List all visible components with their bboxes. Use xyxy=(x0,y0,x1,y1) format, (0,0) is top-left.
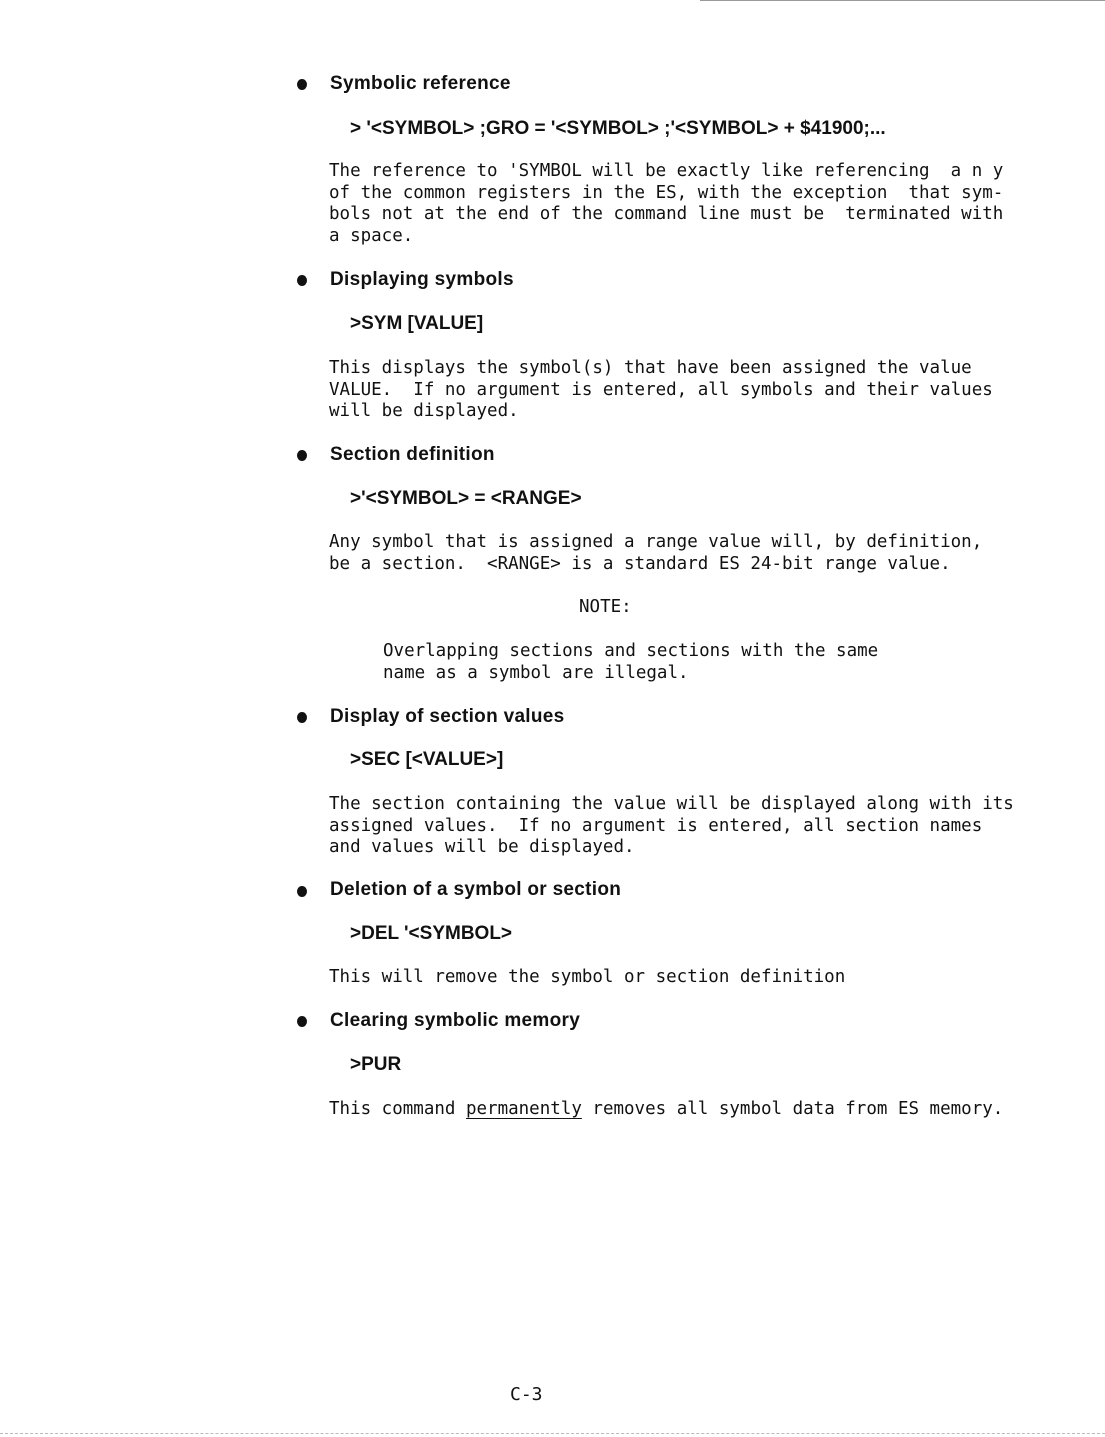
command-syntax: >SEC [<VALUE>] xyxy=(350,749,504,770)
top-rule xyxy=(700,0,1105,1)
section-body xyxy=(329,532,982,575)
note-line: Overlapping sections and sections with the same xyxy=(383,641,879,661)
command-syntax: >'<SYMBOL> = <RANGE> xyxy=(350,488,582,509)
body-text-suffix: removes all symbol data from ES memory. xyxy=(581,1099,1004,1119)
body-line: a space. xyxy=(329,225,414,246)
body-line: will be displayed. xyxy=(329,401,519,422)
body-line: VALUE. If no argument is entered, all symbols and their values xyxy=(329,379,993,400)
body-line: This will remove the symbol or section definition xyxy=(329,967,846,987)
bullet-icon xyxy=(297,712,307,723)
body-line: bols not at the end of the command line must be terminated with xyxy=(329,204,1004,225)
body-line: be a section. <RANGE> is a standard ES 24-bit range value. xyxy=(329,553,951,574)
section-body xyxy=(329,161,1003,247)
section-body xyxy=(329,358,993,423)
bullet-icon xyxy=(297,450,307,461)
body-line: assigned values. If no argument is entered, all section names xyxy=(329,815,983,836)
command-syntax: >DEL '<SYMBOL> xyxy=(350,923,513,944)
section-heading: Deletion of a symbol or section xyxy=(330,879,622,900)
body-line: Any symbol that is assigned a range value will, by definition, xyxy=(329,532,983,552)
body-line: This displays the symbol(s) that have been assigned the value xyxy=(329,358,972,378)
page-number: C-3 xyxy=(510,1384,543,1405)
section-heading: Section definition xyxy=(330,444,495,465)
emphasis-underlined: permanently xyxy=(465,1099,582,1119)
section-body xyxy=(329,967,845,989)
command-syntax: >SYM [VALUE] xyxy=(350,313,484,334)
body-line: The reference to 'SYMBOL will be exactly like referencing a n y xyxy=(329,161,1004,181)
body-line: The section containing the value will be displayed along with its xyxy=(329,794,1014,814)
bullet-icon xyxy=(297,79,307,90)
body-line: of the common registers in the ES, with the exception that sym- xyxy=(329,182,1004,203)
note-line: name as a symbol are illegal. xyxy=(383,662,689,683)
bullet-icon xyxy=(297,275,307,286)
bullet-icon xyxy=(297,886,307,897)
bullet-icon xyxy=(297,1016,307,1027)
command-syntax: > '<SYMBOL> ;GRO = '<SYMBOL> ;'<SYMBOL> + $41900;... xyxy=(350,118,886,139)
note-body xyxy=(383,641,878,684)
section-body xyxy=(329,1099,1003,1121)
section-heading: Symbolic reference xyxy=(330,73,511,94)
note-label: NOTE: xyxy=(579,597,632,617)
command-syntax: >PUR xyxy=(350,1054,402,1075)
section-body xyxy=(329,794,1014,859)
body-line: and values will be displayed. xyxy=(329,837,635,858)
body-text-prefix: This command xyxy=(329,1099,466,1119)
section-heading: Clearing symbolic memory xyxy=(330,1010,581,1031)
section-heading: Display of section values xyxy=(330,706,565,727)
bottom-rule xyxy=(0,1433,1105,1435)
section-heading: Displaying symbols xyxy=(330,269,514,290)
